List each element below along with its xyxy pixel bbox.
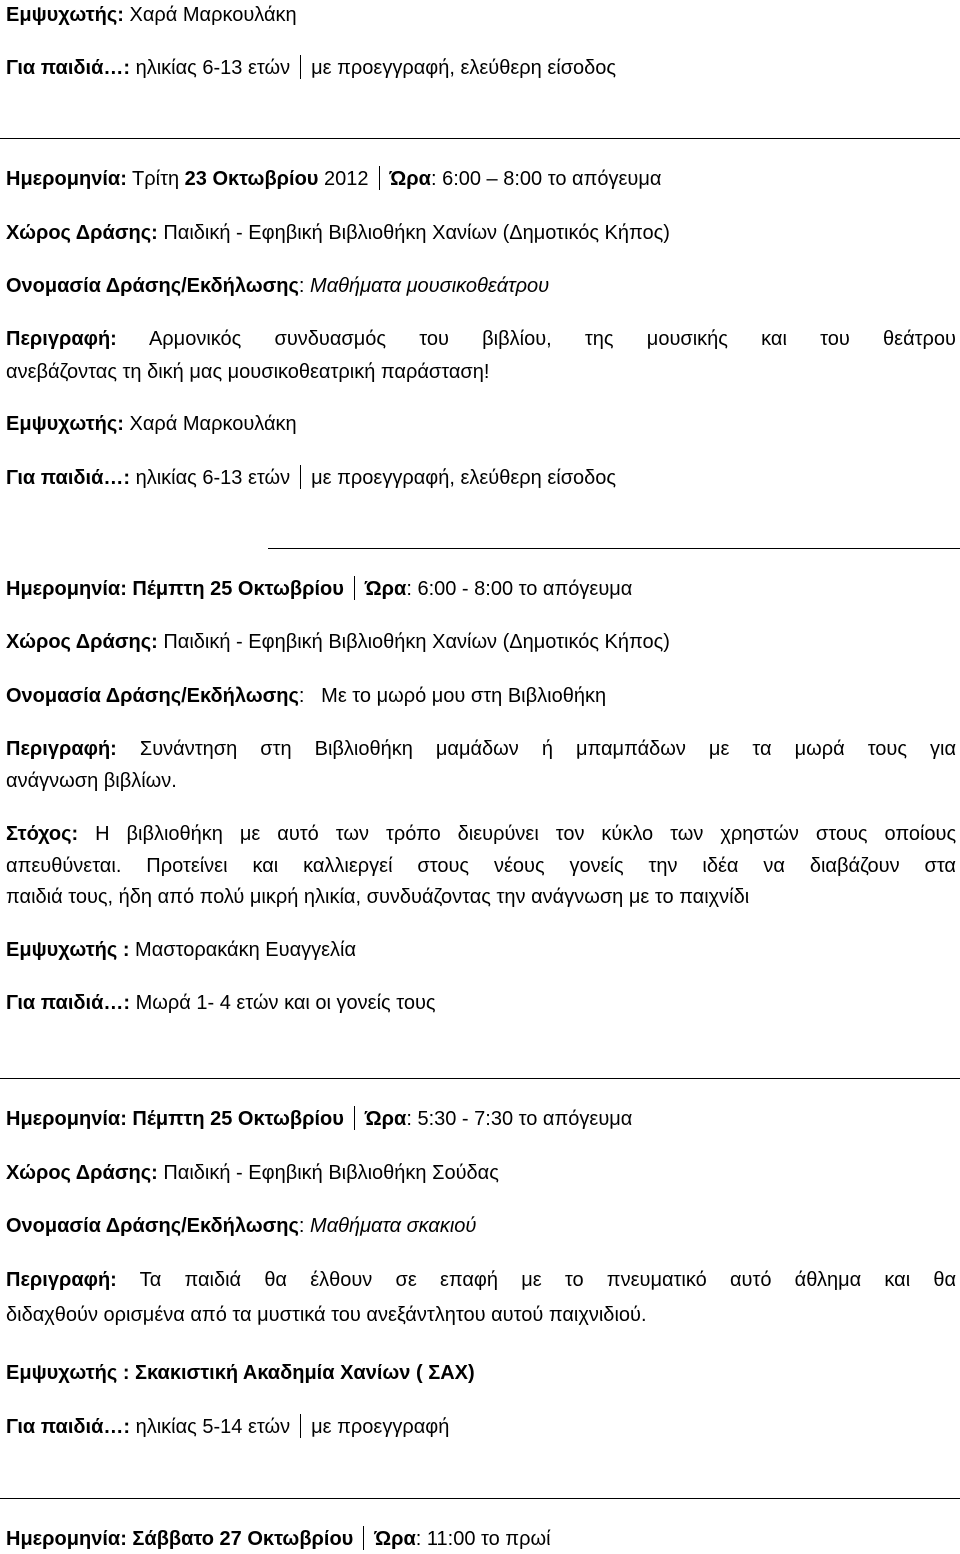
date-day: 23 Οκτωβρίου <box>184 168 319 190</box>
time-value: : 6:00 – 8:00 το απόγευμα <box>430 168 662 190</box>
date-label: Ημερομηνία: <box>6 168 127 190</box>
event3-desc-line1: Περιγραφή: Τα παιδιά θα έλθουν σε επαφή με το πνευματικό αυτό άθλημα και θα <box>6 1269 957 1291</box>
time-label: Ώρα <box>364 578 407 600</box>
date-weekday: Τρίτη <box>126 168 185 190</box>
event3-venue-line <box>6 1160 499 1186</box>
kids-registration: με προεγγραφή, ελεύθερη είσοδος <box>311 467 617 489</box>
kids-age: ηλικίας 6-13 ετών <box>130 57 291 79</box>
name-label: Ονομασία Δράσης/Εκδήλωσης <box>6 685 299 707</box>
time-value: : 11:00 το πρωί <box>415 1528 551 1550</box>
section-divider <box>268 548 960 549</box>
animator-line <box>6 2 297 28</box>
animator-label: Εμψυχωτής: <box>6 4 124 26</box>
event1-name-line: Ονομασία Δράσης/Εκδήλωσης: Μαθήματα μουσικοθεάτρου <box>6 275 550 297</box>
kids-registration: με προεγγραφή, ελεύθερη είσοδος <box>311 57 617 79</box>
time-label: Ώρα <box>364 1108 407 1130</box>
kids-registration: με προεγγραφή <box>311 1416 450 1438</box>
time-value: : 5:30 - 7:30 το απόγευμα <box>406 1108 633 1130</box>
section-divider <box>0 1078 960 1079</box>
kids-label: Για παιδιά…: <box>6 992 131 1014</box>
event3-desc-line2: διδαχθούν ορισμένα από τα μυστικά του ανεξάντλητου αυτού παιχνιδιού. <box>6 1304 647 1326</box>
kids-label: Για παιδιά…: <box>6 1416 131 1438</box>
separator <box>354 576 355 600</box>
event1-desc-line2: ανεβάζοντας τη δική μας μουσικοθεατρική παράσταση! <box>6 361 490 383</box>
kids-age: ηλικίας 6-13 ετών <box>130 467 291 489</box>
event2-desc-line1: Περιγραφή: Συνάντηση στη Βιβλιοθήκη μαμάδων ή μπαμπάδων με τα μωρά τους για <box>6 738 957 760</box>
event2-date-line <box>6 576 632 602</box>
separator <box>300 55 301 79</box>
name-label: Ονομασία Δράσης/Εκδήλωσης <box>6 275 299 297</box>
section-divider <box>0 1498 960 1499</box>
event3-name-line: Ονομασία Δράσης/Εκδήλωσης: Μαθήματα σκακιού <box>6 1215 477 1237</box>
date-year: 2012 <box>318 168 369 190</box>
name-value: Μαθήματα μουσικοθεάτρου <box>310 275 550 297</box>
event3-animator-line <box>6 1360 475 1386</box>
animator-label: Εμψυχωτής : <box>6 939 130 961</box>
kids-label: Για παιδιά…: <box>6 57 131 79</box>
event4-date-line <box>6 1526 551 1552</box>
animator-label: Εμψυχωτής: <box>6 413 124 435</box>
kids-age: ηλικίας 5-14 ετών <box>130 1416 291 1438</box>
animator-label: Εμψυχωτής : Σκακιστική Ακαδημία Χανίων ( ΣΑΧ) <box>6 1362 475 1384</box>
event1-date-line <box>6 166 661 192</box>
name-value: Με το μωρό μου στη Βιβλιοθήκη <box>321 685 607 707</box>
time-value: : 6:00 - 8:00 το απόγευμα <box>406 578 633 600</box>
kids-line <box>6 55 616 81</box>
event2-desc-line2: ανάγνωση βιβλίων. <box>6 770 177 792</box>
venue-label: Χώρος Δράσης: <box>6 222 158 244</box>
event1-kids-line <box>6 465 616 491</box>
animator-value: Χαρά Μαρκουλάκη <box>123 4 297 26</box>
time-label: Ώρα <box>374 1528 416 1550</box>
event2-animator-line <box>6 937 356 963</box>
section-divider <box>0 138 960 139</box>
date-label: Ημερομηνία: Σάββατο 27 Οκτωβρίου <box>6 1528 354 1550</box>
event1-desc-line1: Περιγραφή: Αρμονικός συνδυασμός του βιβλίου, της μουσικής και του θεάτρου <box>6 328 956 350</box>
date-label: Ημερομηνία: Πέμπτη 25 Οκτωβρίου <box>6 578 344 600</box>
date-label: Ημερομηνία: Πέμπτη 25 Οκτωβρίου <box>6 1108 344 1130</box>
kids-value: Μωρά 1- 4 ετών και οι γονείς τους <box>130 992 436 1014</box>
separator <box>363 1526 364 1550</box>
animator-value: Χαρά Μαρκουλάκη <box>123 413 297 435</box>
event1-animator-line <box>6 411 297 437</box>
venue-value: Παιδική - Εφηβική Βιβλιοθήκη Σούδας <box>157 1162 499 1184</box>
event2-goal-line3: παιδιά τους, ήδη από πολύ μικρή ηλικία, συνδυάζοντας την ανάγνωση με το παιχνίδι <box>6 886 750 908</box>
separator <box>379 166 380 190</box>
event2-venue-line <box>6 629 670 655</box>
event2-goal-line1: Στόχος: Η βιβλιοθήκη με αυτό των τρόπο διευρύνει τον κύκλο των χρηστών στους οποίους <box>6 823 957 845</box>
separator <box>300 1414 301 1438</box>
venue-value: Παιδική - Εφηβική Βιβλιοθήκη Χανίων (Δημοτικός Κήπος) <box>157 222 670 244</box>
event1-venue-line <box>6 220 670 246</box>
venue-label: Χώρος Δράσης: <box>6 1162 158 1184</box>
event2-name-line: Ονομασία Δράσης/Εκδήλωσης: Με το μωρό μου στη Βιβλιοθήκη <box>6 685 607 707</box>
venue-label: Χώρος Δράσης: <box>6 631 158 653</box>
event2-goal-line2: απευθύνεται. Προτείνει και καλλιεργεί στους νέους γονείς την ιδέα να διαβάζουν στα <box>6 855 956 877</box>
event3-kids-line <box>6 1414 449 1440</box>
separator <box>300 465 301 489</box>
name-value: Μαθήματα σκακιού <box>310 1215 477 1237</box>
name-label: Ονομασία Δράσης/Εκδήλωσης <box>6 1215 299 1237</box>
event3-date-line <box>6 1106 632 1132</box>
kids-label: Για παιδιά…: <box>6 467 131 489</box>
time-label: Ώρα <box>389 168 431 190</box>
event2-kids-line <box>6 990 436 1016</box>
animator-value: Μαστορακάκη Ευαγγελία <box>129 939 357 961</box>
venue-value: Παιδική - Εφηβική Βιβλιοθήκη Χανίων (Δημοτικός Κήπος) <box>157 631 670 653</box>
separator <box>354 1106 355 1130</box>
